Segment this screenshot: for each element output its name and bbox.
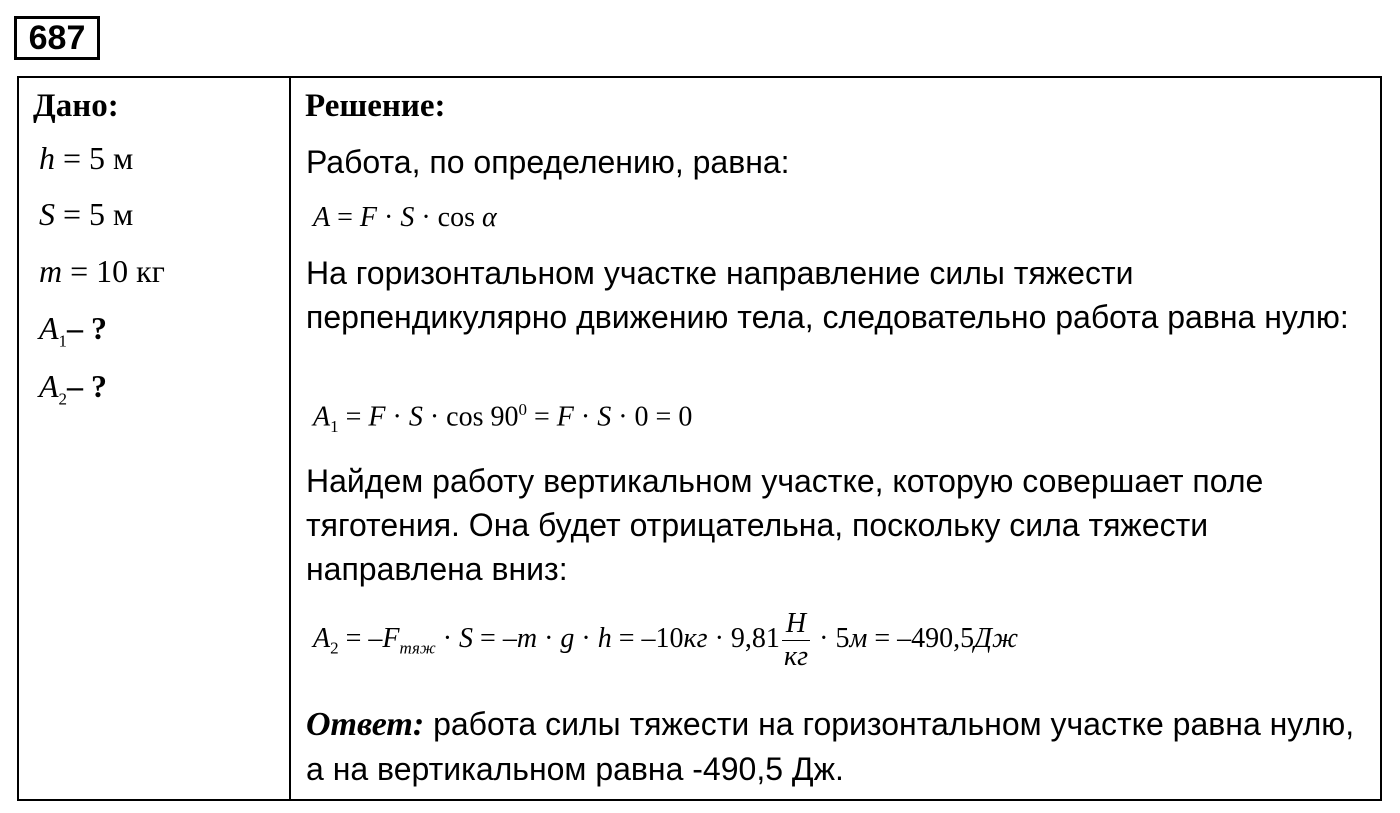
problem-number: 687 bbox=[14, 16, 100, 60]
formula-work-definition: A = F · S · cos α bbox=[313, 202, 497, 233]
given-item-h: h = 5 м bbox=[39, 140, 134, 176]
answer bbox=[306, 702, 1366, 791]
paragraph-horizontal: На горизонтальном участке направление силы тяжести перпендикулярно движению тела, следовательно работа равна нулю: bbox=[306, 255, 1349, 335]
given-heading: Дано: bbox=[33, 88, 119, 124]
formula-a1: $A_1 = F \cdot S \cdot \cos 90^0 = F \cdot S \cdot 0 = 0$ bbox=[313, 400, 693, 436]
given-item-s: S = 5 м bbox=[39, 196, 134, 232]
given-item-a2: $A_2-$ ? bbox=[39, 368, 108, 409]
fraction-n-per-kg: $\frac{Н}{кг}$ bbox=[782, 608, 810, 673]
paragraph-vertical: Найдем работу вертикальном участке, которую совершает поле тяготения. Она будет отрицательна, поскольку сила тяжести направлена вниз: bbox=[306, 463, 1264, 587]
answer-label: Ответ: bbox=[306, 706, 425, 743]
given-item-m: m = 10 кг bbox=[39, 253, 165, 289]
formula-a2: $A_2 = -F_{тяж} \cdot S = -m \cdot g \cdot h = -10кг \cdot 9,81$ $\frac{Н}{кг}$ · 5м = –490,5Дж bbox=[313, 608, 1018, 672]
solution-table bbox=[17, 76, 1382, 801]
solution-column bbox=[291, 78, 1380, 799]
given-item-a1: $A_1-$ ? bbox=[39, 310, 108, 351]
paragraph-definition: Работа, по определению, равна: bbox=[306, 144, 790, 180]
answer-text: работа силы тяжести на горизонтальном участке равна нулю, а на вертикальном равна -490,5 Дж. bbox=[306, 706, 1355, 787]
given-column bbox=[19, 78, 289, 799]
solution-heading: Решение: bbox=[305, 88, 446, 124]
